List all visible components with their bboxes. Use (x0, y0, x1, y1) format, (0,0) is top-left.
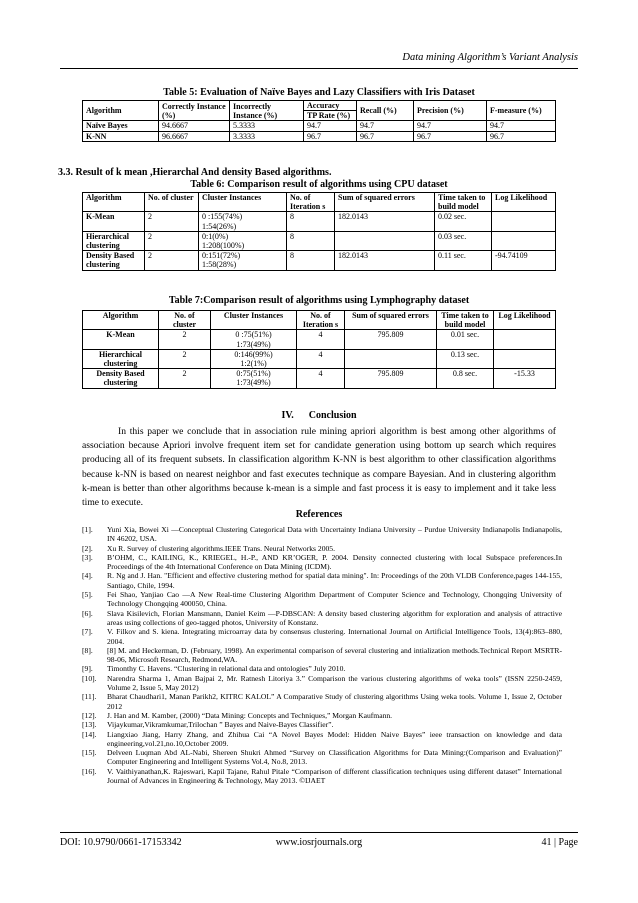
reference-text: Narendra Sharma 1, Aman Bajpai 2, Mr. Ratnesh Litoriya 3.” Comparison the various clustering algorithms of weka tools” (ISSN 2250-2459, Volume 2, Issue 5, May 2012) (107, 673, 562, 693)
table5-cell: Naïve Bayes (83, 121, 159, 131)
table7-caption: Table 7:Comparison result of algorithms using Lymphography dataset (168, 295, 470, 306)
table6-header: Cluster Instances (199, 193, 287, 212)
table5-header-accuracy: Accuracy (304, 101, 357, 111)
table7-cell: K-Mean (83, 330, 159, 349)
table6-header-row (83, 193, 556, 212)
table7-header: Time taken to build model (437, 311, 494, 330)
table7-header: Algorithm (83, 311, 159, 330)
section-heading-3-3: 3.3. Result of k mean ,Hierarchal And density Based algorithms. (58, 167, 332, 178)
reference-text: Yuni Xia, Bowei Xi ―Conceptual Clustering Categorical Data with Uncertainty Indiana University – Purdue University Indianapolis Indianapolis, IN 46202, USA. (107, 525, 562, 544)
table7-cell: 2 (159, 349, 211, 368)
table7-header: No. of Iteration s (297, 311, 345, 330)
reference-number: [6]. (82, 608, 93, 618)
reference-item (82, 553, 562, 572)
reference-number: [11]. (82, 692, 97, 702)
table5-header-recall: Recall (%) (357, 101, 414, 121)
table6-cell: Density Based clustering (83, 251, 145, 270)
table6-cell: Hierarchical clustering (83, 231, 145, 250)
reference-text: Timonthy C. Havens. “Clustering in relational data and ontologies” July 2010. (107, 664, 346, 674)
table7-cell: 2 (159, 369, 211, 388)
reference-number: [9]. (82, 664, 93, 674)
table-row (83, 251, 556, 270)
header-rule (60, 68, 578, 69)
references-list (82, 525, 562, 785)
table6-header: No. of Iteration s (287, 193, 335, 212)
table6-cell: 182.0143 (335, 251, 435, 270)
reference-item (82, 664, 562, 673)
footer-website: www.iosrjournals.org (275, 837, 363, 848)
reference-item (82, 525, 562, 544)
table7-header: Log Likelihood (494, 311, 556, 330)
conclusion-heading: IV. Conclusion (281, 410, 357, 421)
reference-number: [3]. (82, 552, 93, 562)
table-row (83, 349, 556, 368)
reference-text: Xu R. Survey of clustering algorithms.IEEE Trans. Neural Networks 2005. (107, 543, 335, 553)
reference-number: [2]. (82, 543, 93, 553)
reference-text: V. Vaithiyanathan,K. Rajeswari, Kapil Tajane, Rahul Pitale “Comparison of different classification techniques using different dataset” International Journal of Advances in Engineering & Technology, May 2013. ©IJAET (107, 766, 562, 786)
reference-number: [10]. (82, 673, 97, 683)
table6-cell (335, 231, 435, 250)
table5-header-precision: Precision (%) (414, 101, 487, 121)
reference-number: [16]. (82, 766, 97, 776)
reference-text: J. Han and M. Kamber, (2000) “Data Mining: Concepts and Techniques,” Morgan Kaufmann. (107, 710, 393, 720)
reference-item (82, 767, 562, 786)
table-row (83, 131, 556, 141)
table5-cell: 5.3333 (230, 121, 304, 131)
table6-cell: 0:1(0%) 1:208(100%) (199, 231, 287, 250)
table7-cell: 0 :75(51%) 1:73(49%) (211, 330, 297, 349)
table6-cell: 2 (145, 251, 199, 270)
table5-cell: 96.6667 (159, 131, 230, 141)
table7-cell: 0.13 sec. (437, 349, 494, 368)
reference-item (82, 590, 562, 609)
footer-page-number: 41 | Page (541, 837, 578, 848)
reference-item (82, 720, 562, 729)
table-row (83, 330, 556, 349)
table5-cell: 3.3333 (230, 131, 304, 141)
table6-header: Sum of squared errors (335, 193, 435, 212)
table7-cell (494, 349, 556, 368)
reference-number: [8]. (82, 645, 93, 655)
table-row (83, 212, 556, 231)
reference-number: [4]. (82, 571, 93, 581)
table5 (82, 100, 556, 142)
reference-number: [13]. (82, 720, 97, 730)
reference-number: [14]. (82, 729, 97, 739)
footer-rule (60, 832, 578, 833)
running-head: Data mining Algorithm’s Variant Analysis (402, 52, 578, 63)
reference-item (82, 609, 562, 628)
table7-cell: -15.33 (494, 369, 556, 388)
reference-number: [12]. (82, 710, 97, 720)
table5-cell: 94.7 (304, 121, 357, 131)
table6-caption: Table 6: Comparison result of algorithms using CPU dataset (190, 179, 448, 190)
table7-cell: 0:75(51%) 1:73(49%) (211, 369, 297, 388)
table6-cell: 0:151(72%) 1:58(28%) (199, 251, 287, 270)
table7-cell: 0.8 sec. (437, 369, 494, 388)
table7-cell: 2 (159, 330, 211, 349)
table5-caption: Table 5: Evaluation of Naïve Bayes and Lazy Classifiers with Iris Dataset (163, 87, 475, 98)
table6-cell: 0 :155(74%) 1:54(26%) (199, 212, 287, 231)
table5-header-tp: TP Rate (%) (304, 111, 357, 121)
reference-item (82, 730, 562, 749)
table7-header: Cluster Instances (211, 311, 297, 330)
reference-number: [5]. (82, 590, 93, 600)
table7-cell: 4 (297, 330, 345, 349)
table6-cell: 0.02 sec. (435, 212, 492, 231)
reference-item (82, 627, 562, 646)
table6-cell: -94.74109 (492, 251, 556, 270)
table7-cell (494, 330, 556, 349)
table6-cell: 0.11 sec. (435, 251, 492, 270)
table6-cell (492, 231, 556, 250)
table7-header: Sum of squared errors (345, 311, 437, 330)
table6-cell (492, 212, 556, 231)
table6-cell: 8 (287, 251, 335, 270)
table-row (83, 369, 556, 388)
table5-cell: 94.7 (414, 121, 487, 131)
reference-item (82, 544, 562, 553)
table6-cell: K-Mean (83, 212, 145, 231)
footer-doi: DOI: 10.9790/0661-17153342 (60, 837, 182, 848)
reference-text: [8] M. and Heckerman, D. (February, 1998). An experimental comparison of several clustering and intialization methods.Technical Report MSRTR-98-06, Microsoft Research, Redmond,WA. (107, 645, 562, 665)
table6-cell: 2 (145, 231, 199, 250)
table-row (83, 231, 556, 250)
reference-text: Liangxiao Jiang, Harry Zhang, and Zhihua Cai “A Novel Bayes Model: Hidden Naive Bayes” ieee transaction on knowledge and data engineering,vol.21,no.10,October 2009. (107, 729, 562, 748)
table5-cell: 96.7 (487, 131, 556, 141)
table6-cell: 2 (145, 212, 199, 231)
table5-cell: K-NN (83, 131, 159, 141)
table7-cell: 0:146(99%) 1:2(1%) (211, 349, 297, 368)
reference-item (82, 692, 562, 711)
table7 (82, 310, 556, 389)
table7-cell: 795.809 (345, 369, 437, 388)
table7-header-row (83, 311, 556, 330)
table6-cell: 182.0143 (335, 212, 435, 231)
table5-header-correct: Correctly Instance (%) (159, 101, 230, 121)
references-heading: References (295, 509, 343, 520)
table5-cell: 94.7 (487, 121, 556, 131)
table5-cell: 94.7 (357, 121, 414, 131)
table7-header: No. of cluster (159, 311, 211, 330)
reference-item (82, 571, 562, 590)
reference-text: Slava Kisilevich, Florian Mansmann, Daniel Keim ―P-DBSCAN: A density based clustering algorithm for exploration and analysis of attractive areas using collections of geo-tagged photos, University of Konstanz. (107, 608, 562, 627)
conclusion-paragraph: In this paper we conclude that in association rule mining apriori algorithm is best among other algorithms of association because Apriori involve frequent item set for candidate generation using bottom up search which requires producing all of its frequent subsets. In classification algorithm K-NN is best algorithm to other classification algorithms because k-NN is based on nearest neighbor and fast executes technique as compare Bayesian. And in clustering algorithm k-mean is better than other algorithms because k-mean is a simple and fast process it is easy to implement and it take less time to execute. (82, 426, 556, 509)
table5-cell: 96.7 (414, 131, 487, 141)
reference-text: B’OHM, C., KAILING, K., KRIEGEL, H.-P., AND KR’OGER, P. 2004. Density connected clustering with local Subspace preferences.In Proceedings of the 4th International Conference on Data Mining (ICDM). (107, 552, 562, 572)
reference-text: Fei Shao, Yanjiao Cao ―A New Real-time Clustering Algorithm Department of Computer Science and Technology, Chongqing University of Technology Chongqing 400050, China. (107, 590, 562, 609)
table5-cell: 96.7 (304, 131, 357, 141)
table7-cell: Density Based clustering (83, 369, 159, 388)
table7-cell (345, 349, 437, 368)
table7-cell: 4 (297, 369, 345, 388)
table6-header: No. of cluster (145, 193, 199, 212)
reference-text: R. Ng and J. Han. "Efficient and effective clustering method for spatial data mining". In: Proceedings of the 20th VLDB Conference,pages 144-155, Santiago, Chile, 1994. (107, 571, 562, 590)
table5-cell: 94.6667 (159, 121, 230, 131)
table6-header: Log Likelihood (492, 193, 556, 212)
reference-text: V. Filkov and S. kiena. Integrating microarray data by consensus clustering. International Journal on Artificial Intelligence Tools, 13(4):863–880, 2004. (107, 627, 562, 646)
table7-cell: 0.01 sec. (437, 330, 494, 349)
table5-header-fmeasure: F-measure (%) (487, 101, 556, 121)
table6-cell: 8 (287, 231, 335, 250)
table7-cell: Hierarchical clustering (83, 349, 159, 368)
reference-number: [1]. (82, 525, 93, 534)
reference-text: Vijaykumar,Vikramkumar,Trilochan ” Bayes and Naive-Bayes Classifier”. (107, 720, 334, 730)
reference-number: [7]. (82, 627, 93, 637)
reference-number: [15]. (82, 748, 97, 758)
table6-header: Time taken to build model (435, 193, 492, 212)
table6 (82, 192, 556, 271)
table5-header-incorrect: Incorrectly Instance (%) (230, 101, 304, 121)
table5-header-algorithm: Algorithm (83, 101, 159, 121)
table7-cell: 4 (297, 349, 345, 368)
table6-cell: 0.03 sec. (435, 231, 492, 250)
reference-item (82, 646, 562, 665)
reference-text: Delveen Luqman Abd AL-Nabi, Shereen Shukri Ahmed “Survey on Classification Algorithms for Data Mining:(Comparison and Evaluation)” Computer Engineering and Intelligent Systems Vol.4, No.8, 2013. (107, 748, 562, 767)
table5-cell: 96.7 (357, 131, 414, 141)
reference-item (82, 711, 562, 720)
table6-cell: 8 (287, 212, 335, 231)
reference-item (82, 748, 562, 767)
table7-cell: 795.809 (345, 330, 437, 349)
table-row (83, 121, 556, 131)
table6-header: Algorithm (83, 193, 145, 212)
reference-text: Bharat Chaudhari1, Manan Parikh2, KITRC KALOL” A Comparative Study of clustering algorithms Using weka tools. Volume 1, Issue 2, October 2012 (107, 692, 562, 711)
reference-item (82, 674, 562, 693)
